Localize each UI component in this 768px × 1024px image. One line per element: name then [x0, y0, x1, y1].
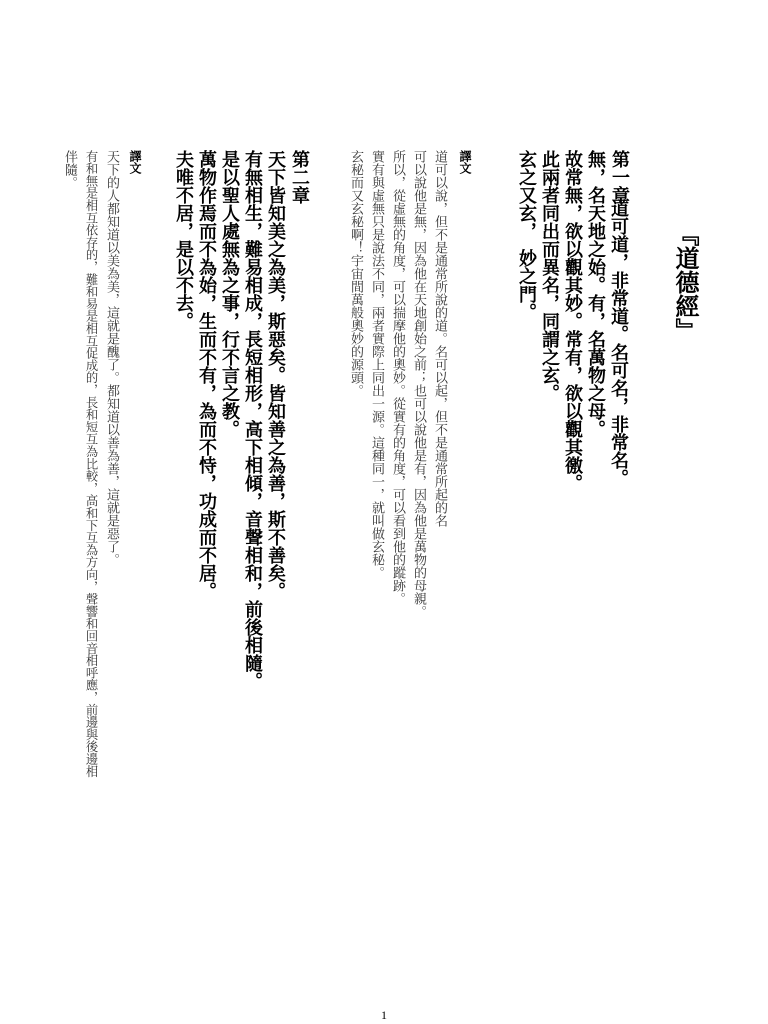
page-number: 1 — [381, 1008, 387, 1022]
chapter-1-verse-line: 玄之又玄， 妙之門。 — [516, 150, 537, 321]
chapter-1-translation-line: 玄秘而又玄秘啊！宇宙間萬般奧妙的源頭。 — [348, 150, 363, 397]
chapter-2-heading: 第二章 — [289, 150, 310, 204]
chapter-1-verse-line: 無，名天地之始。有，名萬物之母。 — [585, 150, 606, 438]
book-title: 『道德經』 — [671, 222, 699, 342]
chapter-2-translation-label: 譯文 — [128, 150, 142, 174]
chapter-1-translation-line: 道可以說，但不是通常所說的道。名可以起，但不是通常所起的名 — [432, 150, 447, 527]
chapter-2-verse-line: 是以聖人處無為之事，行不言之教。 — [219, 150, 240, 438]
chapter-1-translation-label: 譯文 — [458, 150, 472, 174]
chapter-2-verse-line: 天下皆知美之為美，斯惡矣。皆知善之為善，斯不善矣。 — [265, 150, 286, 600]
chapter-1-translation-line: 實有與虛無只是說法不同，兩者實際上同出一源。這種同一，就叫做玄秘。 — [369, 150, 384, 579]
chapter-2-verse-line: 有無相生，難易相成，長短相形，高下相傾，音聲相和，前後相隨。 — [242, 150, 263, 690]
chapter-2-translation-line: 有和無是相互依存的，難和易是相互促成的，長和短互為比較，高和下互為方向，聲響和回音相呼應，前邊與後邊相 — [84, 150, 98, 778]
chapter-1-verse-line: 此兩者同出而異名，同謂之玄。 — [539, 150, 560, 402]
chapter-1-translation-line: 可以說他是無，因為他在天地創始之前；也可以說他是有，因為他是萬物的母親。 — [411, 150, 426, 618]
chapter-1-verse-line: 道可道，非常道。名可名，非常名。 — [608, 199, 629, 487]
chapter-1-verse-line: 故常無，欲以觀其妙。常有，欲以觀其徼。 — [562, 150, 583, 492]
chapter-2-translation-line: 天下的人都知道以美為美，這就是醜了。都知道以善為善，這就是惡了。 — [104, 150, 119, 566]
chapter-2-translation-line: 伴隨。 — [62, 150, 77, 189]
chapter-1-heading: 第一章 — [609, 150, 630, 204]
chapter-2-verse-line: 萬物作焉而不為始，生而不有，為而不恃，功成而不居。 — [196, 150, 217, 600]
chapter-2-verse-line: 夫唯不居，是以不去。 — [173, 150, 194, 330]
chapter-1-translation-line: 所以，從虛無的角度，可以揣摩他的奧妙。從實有的角度，可以看到他的蹤跡。 — [390, 150, 405, 605]
